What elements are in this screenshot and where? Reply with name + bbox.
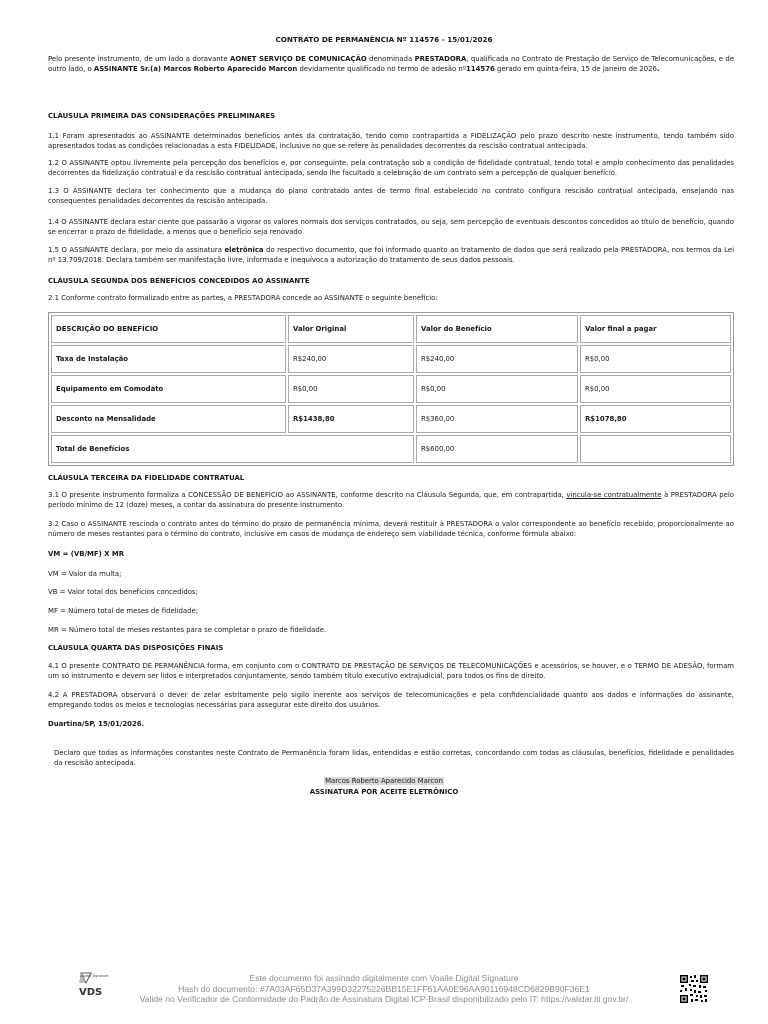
- subscriber-name: ASSINANTE Sr.(a) Marcos Roberto Aparecido Marcon: [93, 65, 298, 74]
- table-row: [51, 405, 731, 433]
- document-title: CONTRATO DE PERMANÊNCIA Nº 114576 - 15/01/2026: [275, 35, 493, 44]
- qr-code-icon: [679, 974, 709, 1004]
- clause-1-heading: CLÁUSULA PRIMEIRA DAS CONSIDERAÇÕES PRELIMINARES: [48, 112, 276, 120]
- logo-text: VDS: [79, 987, 103, 998]
- declaration: Declaro que todas as informações constantes neste Contrato de Permanência foram lidas, entendidas e estão corretas, concordando com todas as cláusulas, benefícios, fidelidade e penalidades da rescisão antecipada.: [54, 749, 734, 768]
- clause-text: 1.5 O ASSINANTE declara, por meio da assinatura: [48, 246, 225, 254]
- clause-3-2: 3.2 Caso o ASSINANTE rescinda o contrato antes do término do prazo de permanência mínima, deverá restituir à PRESTADORA o valor correspondente ao benefício recebido, proporcionalmente ao número de meses restantes para o término do contrato, inclusive em casos de mudança de endereço sem viabilidade técnica, conforme fórmula abaixo:: [48, 520, 734, 539]
- clause-4-1: 4.1 O presente CONTRATO DE PERMANÊNCIA forma, em conjunto com o CONTRATO DE PRESTAÇÃO DE SERVIÇOS DE TELECOMUNICAÇÕES e acessórios, se houver, e o TERMO DE ADESÃO, formam um só instrumento e devem ser lidos e interpretados conjuntamente, sendo também título executivo extrajudicial, para todos os fins de direito.: [48, 662, 734, 681]
- clause-1-1: 1.1 Foram apresentados ao ASSINANTE determinados benefícios antes da contratação, tendo como contrapartida a FIDELIZAÇÃO pelo prazo descrito neste instrumento, tendo também sido apresentados todas as condições relacionadas a esta FIDELIDADE, inclusive no que se refere às penalidades decorrentes da rescisão contratual antecipada.: [48, 132, 734, 151]
- intro-text: gerado em quinta-feira, 15 de janeiro de 2026: [494, 65, 657, 74]
- footer-validation: Valide no Verificador de Conformidade do Padrão de Assinatura Digital ICP-Brasil disponibilizado pelo IT: https://validar.iti.gov.br/: [139, 994, 629, 1005]
- intro-text: denominada: [366, 55, 415, 63]
- place-date: Duartina/SP, 15/01/2026.: [48, 720, 145, 728]
- table-cell: R$1078,80: [580, 405, 731, 433]
- table-cell: Desconto na Mensalidade: [51, 405, 286, 433]
- clause-1-5: [48, 245, 734, 266]
- table-header-row: [51, 315, 731, 343]
- table-row: [51, 345, 731, 373]
- table-cell: R$1438,80: [288, 405, 414, 433]
- signature-type: ASSINATURA POR ACEITE ELETRÔNICO: [309, 788, 459, 796]
- formula-mf: MF = Número total de meses de fidelidade;: [48, 607, 199, 615]
- table-header-cell: Valor do Benefício: [416, 315, 578, 343]
- intro-text: Pelo presente instrumento, de um lado a doravante: [48, 55, 231, 63]
- table-cell: Taxa de Instalação: [51, 345, 286, 373]
- footer-line-1: Este documento foi assinado digitalmente com Voalle Digital Signature: [249, 973, 519, 983]
- table-cell: R$0,00: [416, 375, 578, 403]
- total-value: R$600,00: [416, 435, 578, 463]
- table-cell: Equipamento em Comodato: [51, 375, 286, 403]
- table-cell: R$360,00: [416, 405, 578, 433]
- table-cell: R$240,00: [416, 345, 578, 373]
- intro-text: , qualificada no Contrato de Prestação de Serviço de Telecomunicações, e de outro lado, o: [48, 55, 734, 74]
- digital-signature-footer: [0, 973, 768, 1005]
- clause-text: 3.1 O presente instrumento formaliza a CONCESSÃO DE BENEFÍCIO ao ASSINANTE, conforme descrito na Cláusula Segunda, que, em contrapartida,: [48, 491, 567, 499]
- intro-text: devidamente qualificado no termo de adesão nº: [297, 65, 467, 74]
- penalty-formula: VM = (VB/MF) X MR: [48, 550, 124, 558]
- clause-3-heading: CLÁUSULA TERCEIRA DA FIDELIDADE CONTRATUAL: [48, 474, 245, 482]
- clause-text: do respectivo documento, que foi informado quanto ao tratamento de dados que será realizado pela PRESTADORA, nos termos da Lei nº 13.709/2018. Declara também ser manifestação livre, informada e inequívoca a autorização do tratamento de seus dados pessoais.: [48, 246, 734, 265]
- table-cell: R$0,00: [580, 375, 731, 403]
- prestadora-label: PRESTADORA: [414, 55, 467, 63]
- signer-name-text: Marcos Roberto Aparecido Marcon: [325, 777, 443, 785]
- company-name: AONET SERVIÇO DE COMUNICAÇÃO: [230, 55, 367, 63]
- table-cell: R$0,00: [580, 345, 731, 373]
- table-header-cell: Valor Original: [288, 315, 414, 343]
- footer-hash: Hash do documento: #7A03AF65D37A399D32275226BB15E1FF61AA0E96AA90116948CD6829B90F36E1: [178, 983, 590, 994]
- clause-4-heading: CLÁUSULA QUARTA DAS DISPOSIÇÕES FINAIS: [48, 644, 224, 652]
- formula-mr: MR = Número total de meses restantes para se completar o prazo de fidelidade.: [48, 626, 327, 634]
- clause-4-2: 4.2 A PRESTADORA observará o dever de zelar estritamente pelo sigilo inerente aos serviços de telecomunicações e pela confidencialidade quanto aos dados e informações do assinante, empregando todos os meios e tecnologias necessárias para assegurar este direito dos usuários.: [48, 691, 734, 710]
- clause-text: à PRESTADORA pelo período mínimo de 12 (doze) meses, a contar da assinatura do presente instrumento.: [48, 491, 734, 510]
- clause-2-1: 2.1 Conforme contrato formalizado entre as partes, a PRESTADORA concede ao ASSINANTE o seguinte benefício:: [48, 294, 438, 302]
- clause-text-underlined: vincula-se contratualmente: [566, 491, 662, 499]
- table-total-row: [51, 435, 731, 463]
- clause-3-1: [48, 490, 734, 511]
- formula-vm: VM = Valor da multa;: [48, 570, 122, 578]
- contract-number: 114576: [466, 65, 495, 74]
- table-row: [51, 375, 731, 403]
- clause-1-4: 1.4 O ASSINANTE declara estar ciente que passarão a vigorar os valores normais dos serviços contratados, ou seja, sem percepção de eventuais descontos concedidos ao título de benefício, quando se encerrar o prazo de fidelidade, a menos que o benefício seja renovado: [48, 218, 734, 237]
- intro-period: .: [656, 65, 660, 74]
- clause-1-2: 1.2 O ASSINANTE optou livremente pela percepção dos benefícios e, por conseguinte, pela contratação sob a condição de fidelidade contratual, tendo total e amplo conhecimento das penalidades decorrentes da fidelização contratual e da rescisão contratual antecipada, sendo lhe facultado a celebração de um contrato sem a percepção de qualquer benefício.: [48, 159, 734, 178]
- intro-paragraph: [48, 54, 734, 75]
- table-header-cell: Valor final a pagar: [580, 315, 731, 343]
- table-header-cell: DESCRIÇÃO DO BENEFÍCIO: [51, 315, 286, 343]
- signer-name: [0, 777, 768, 785]
- clause-text-bold: eletrônica: [224, 246, 264, 254]
- clause-2-heading: CLÁUSULA SEGUNDA DOS BENEFÍCIOS CONCEDIDOS AO ASSINANTE: [48, 277, 310, 285]
- table-cell: R$240,00: [288, 345, 414, 373]
- table-cell: R$0,00: [288, 375, 414, 403]
- total-label: Total de Benefícios: [51, 435, 414, 463]
- clause-1-3: 1.3 O ASSINANTE declara ter conhecimento que a mudança do plano contratado antes de termo final estabelecido no contrato configura rescisão contratual antecipada, ensejando nas consequentes penalidades decorrentes da rescisão antecipada.: [48, 187, 734, 206]
- logo-small-text: Digital Signature: [80, 974, 109, 978]
- formula-vb: VB = Valor total dos benefícios concedidos;: [48, 588, 198, 596]
- benefits-table: [48, 312, 734, 466]
- table-cell: [580, 435, 731, 463]
